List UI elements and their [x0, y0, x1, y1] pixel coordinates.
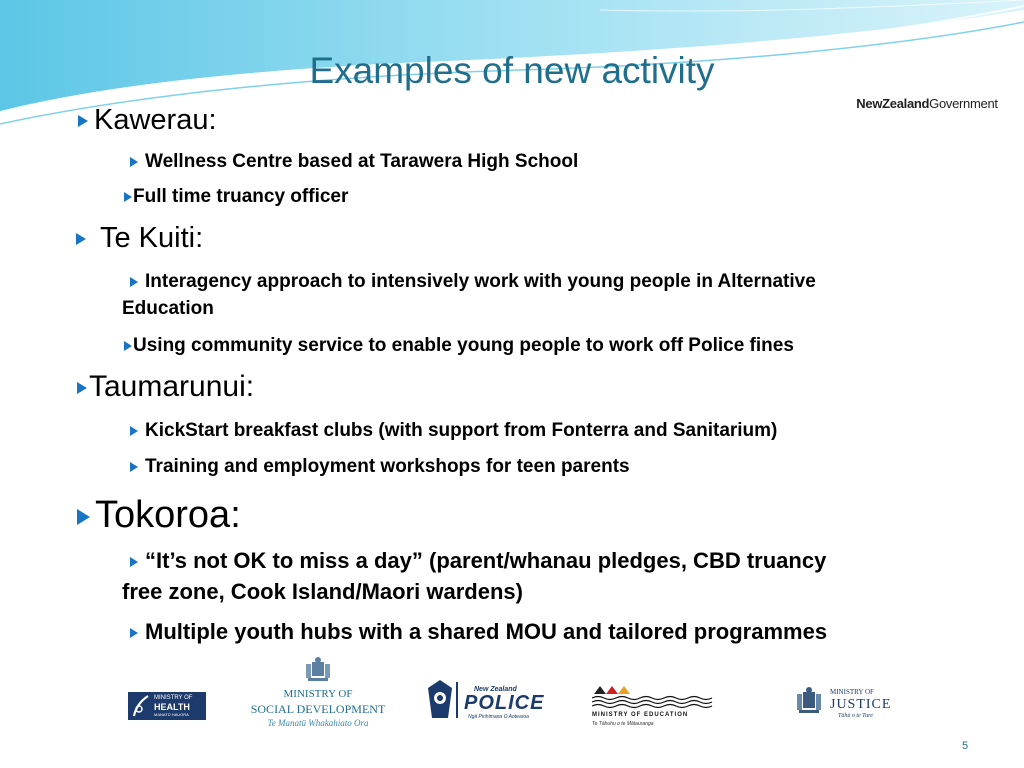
list-item-continuation: Education — [122, 298, 214, 319]
list-item: Interagency approach to intensively work with young people in Alternative — [130, 268, 816, 295]
list-item-continuation: free zone, Cook Island/Maori wardens) — [122, 579, 523, 604]
bullet-icon — [130, 557, 138, 567]
list-item: Training and employment workshops for teen parents — [130, 453, 630, 480]
police-badge-icon — [426, 678, 454, 722]
list-item: Wellness Centre based at Tarawera High School — [130, 148, 578, 175]
bullet-icon — [124, 341, 132, 351]
bullet-icon — [77, 382, 87, 394]
bullet-icon — [76, 233, 86, 245]
list-item: Full time truancy officer — [124, 183, 348, 210]
page-number: 5 — [962, 740, 969, 752]
page-title: Examples of new activity — [309, 50, 715, 91]
health-fern-icon — [128, 692, 152, 720]
section-heading-te-kuiti: Te Kuiti: — [76, 222, 203, 255]
nz-government-logo: NewZealand Government — [844, 84, 1010, 122]
bullet-icon — [130, 277, 138, 287]
ministry-of-education-logo: MINISTRY OF EDUCATION Te Tāhuhu o te Mātauranga — [592, 686, 716, 732]
education-mark-icon — [592, 686, 716, 714]
nz-police-logo: New Zealand POLICE Ngā Pirihimana O Aotearoa — [426, 678, 556, 730]
list-item: “It’s not OK to miss a day” (parent/whanau pledges, CBD truancy — [130, 546, 826, 576]
bullet-icon — [130, 157, 138, 167]
list-item: Using community service to enable young people to work off Police fines — [124, 332, 794, 359]
ministry-of-justice-logo: MINISTRY OF JUSTICE Tāhū o te Ture — [794, 686, 904, 726]
list-item: Multiple youth hubs with a shared MOU and tailored programmes — [130, 617, 827, 647]
bullet-icon — [124, 192, 132, 202]
bullet-icon — [78, 115, 88, 127]
section-heading-taumarunui: Taumarunui: — [77, 370, 254, 404]
bullet-icon — [77, 509, 90, 525]
ministry-of-health-logo: MINISTRY OF HEALTH MANATŪ HAUORA — [128, 692, 206, 720]
msd-logo: MINISTRY OF SOCIAL DEVELOPMENT Te Manatū Whakahiato Ora — [238, 656, 398, 736]
agency-logos-strip — [88, 656, 934, 754]
bullet-icon — [130, 462, 138, 472]
coat-of-arms-icon — [794, 686, 824, 720]
section-heading-tokoroa: Tokoroa: — [77, 494, 241, 537]
section-heading-kawerau: Kawerau: — [78, 104, 217, 137]
bullet-icon — [130, 426, 138, 436]
coat-of-arms-icon — [303, 656, 333, 684]
bullet-icon — [130, 628, 138, 638]
list-item: KickStart breakfast clubs (with support from Fonterra and Sanitarium) — [130, 417, 777, 444]
